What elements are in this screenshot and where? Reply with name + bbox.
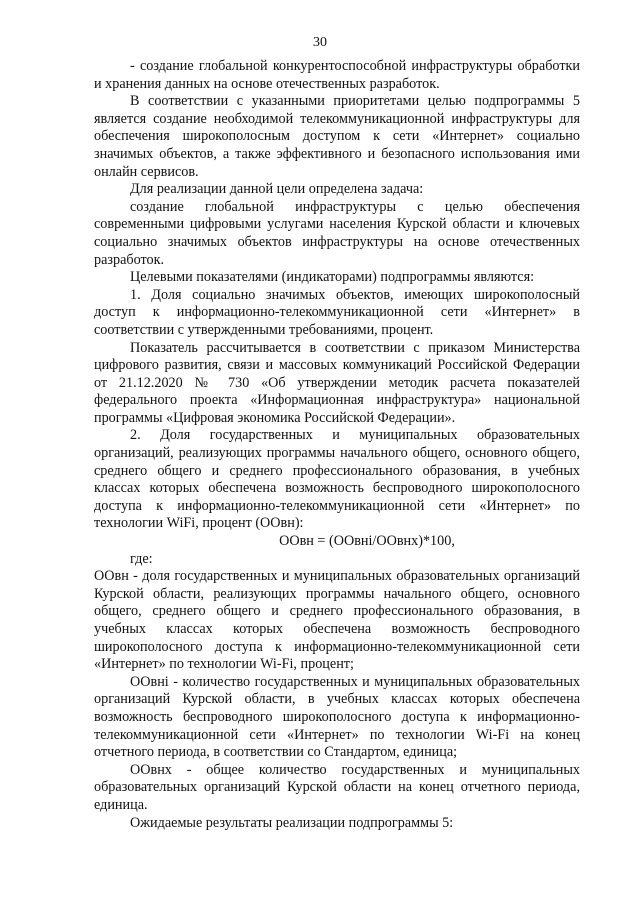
paragraph-indicator-2: 2. Доля государственных и муниципальных образовательных организаций, реализующих программы начального общего, основного общего, среднего общего и среднего профессионального образования, в учебных классах которых обеспечена возможность беспроводного широкополосного доступа к информационно-телекоммуникационной сети «Интернет» по технологии WiFi, процент (ООвн):	[94, 427, 580, 532]
paragraph-global-infrastructure: - создание глобальной конкурентоспособной инфраструктуры обработки и хранения данных на основе отечественных разработок.	[94, 58, 580, 92]
paragraph-task: создание глобальной инфраструктуры с целью обеспечения современными цифровыми услугами населения Курской области и ключевых социально значимых объектов инфраструктуры на основе отечественных разработок.	[94, 198, 580, 268]
paragraph-subprogram-goal: В соответствии с указанными приоритетами целью подпрограммы 5 является создание необходимой телекоммуникационной инфраструктуры для обеспечения широкополосным доступом к сети «Интернет» социально значимых объектов, а также эффективного и безопасного использования ими онлайн сервисов.	[94, 93, 580, 180]
paragraph-expected-results: Ожидаемые результаты реализации подпрограммы 5:	[130, 814, 454, 831]
document-body	[94, 58, 580, 832]
definition-oovn-x: ООвнх - общее количество государственных и муниципальных образовательных организаций Курской области на конец отчетного периода, единица.	[94, 761, 580, 813]
paragraph-task-intro: Для реализации данной цели определена задача:	[130, 181, 424, 198]
definition-oovn: ООвн - доля государственных и муниципальных образовательных организаций Курской области, реализующих программы начального общего, основного общего, среднего общего и среднего профессионального образования, в учебных классах которых обеспечена возможность беспроводного широкополосного доступа к информационно-телекоммуникационной сети «Интернет» по технологии Wi-Fi, процент;	[94, 568, 580, 673]
page-number: 30	[313, 35, 327, 50]
where-label: где:	[130, 550, 153, 567]
formula: ООвн = (ООвнi/ООвнх)*100,	[279, 533, 455, 550]
paragraph-indicators-intro: Целевыми показателями (индикаторами) подпрограммы являются:	[130, 269, 535, 286]
definition-oovn-i: ООвнi - количество государственных и муниципальных образовательных организаций Курской области, в учебных классах которых обеспечена возможность беспроводного широкополосного доступа к информационно-телекоммуникационной сети «Интернет» по технологии Wi-Fi на конец отчетного периода, в соответствии со Стандартом, единица;	[94, 673, 580, 761]
paragraph-indicator-1: 1. Доля социально значимых объектов, имеющих широкополосный доступ к информационно-телекоммуникационной сети «Интернет» в соответствии с утвержденными требованиями, процент.	[94, 286, 580, 338]
paragraph-calculation-method: Показатель рассчитывается в соответствии с приказом Министерства цифрового развития, связи и массовых коммуникаций Российской Федерации от 21.12.2020 № 730 «Об утверждении методик расчета показателей федерального проекта «Информационная инфраструктура» национальной программы «Цифровая экономика Российской Федерации».	[94, 339, 580, 426]
